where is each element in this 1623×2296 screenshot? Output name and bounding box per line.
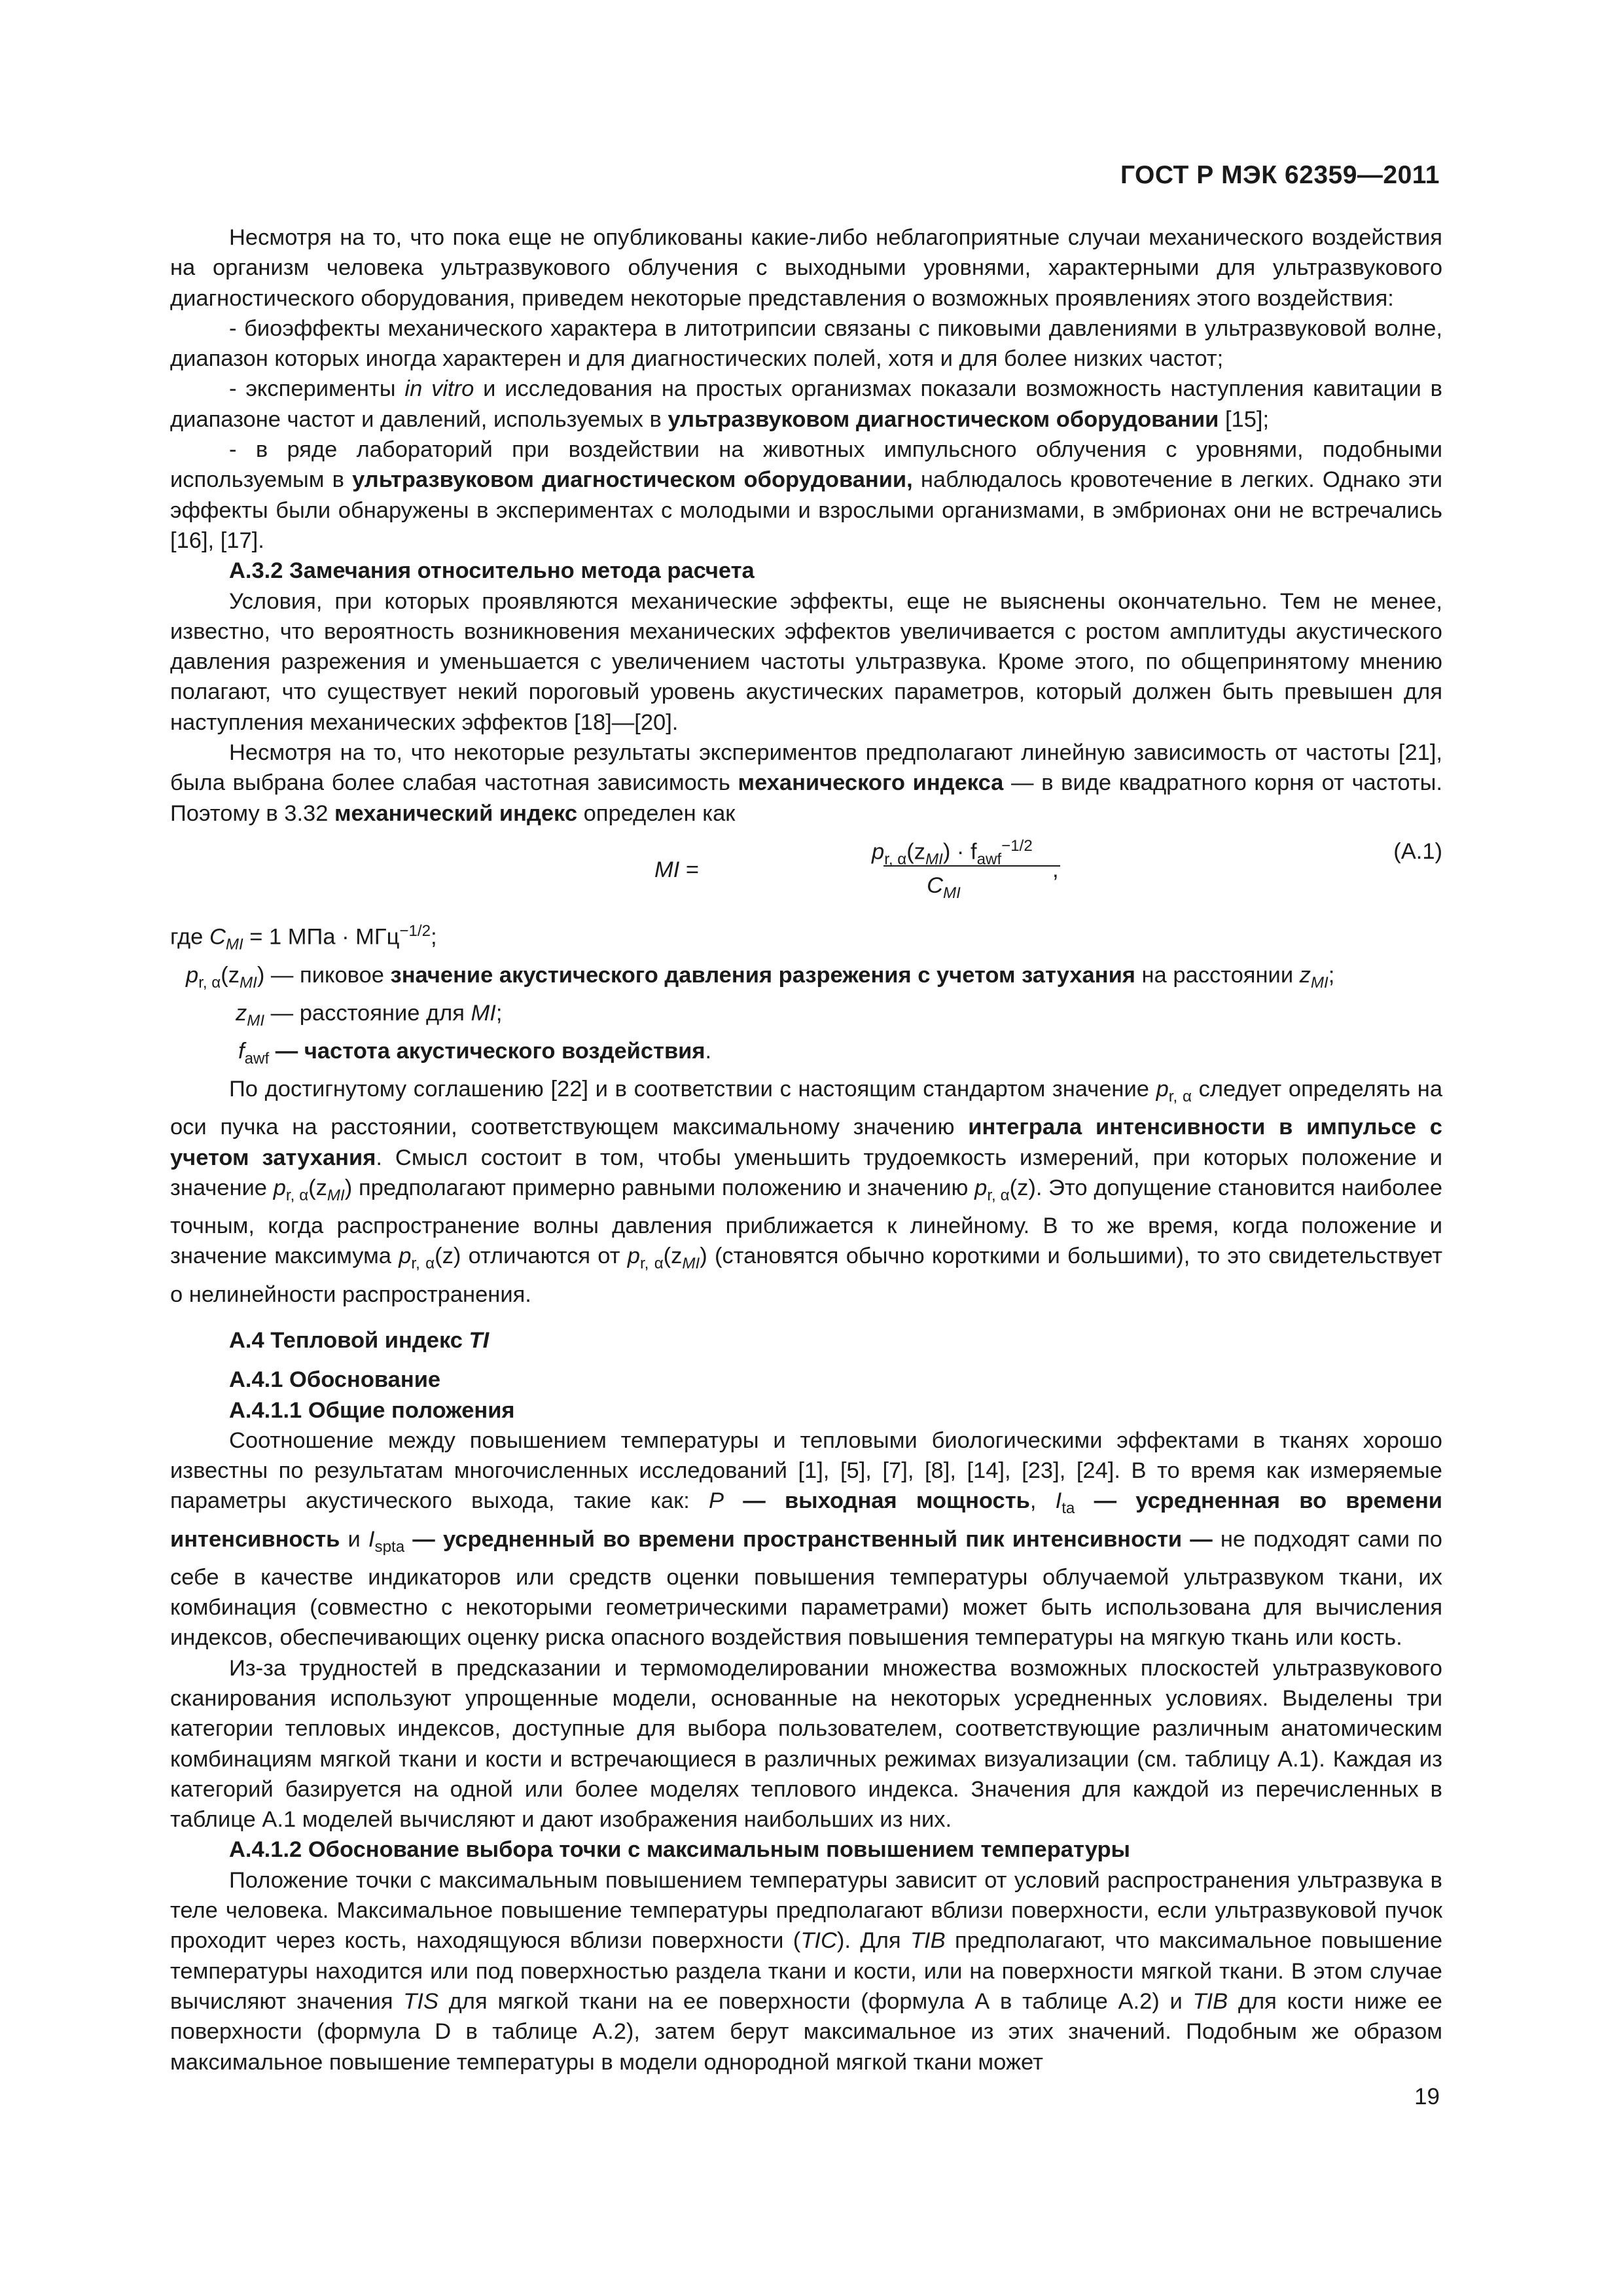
paragraph: Условия, при которых проявляются механические эффекты, еще не выяснены окончательно. Тем не менее, известно, что вероятность возникновения механических эффектов увеличивается с ростом амплитуды акустического давления разрежения и уменьшается с увеличением частоты ультразвука. Кроме этого, по общепринятому мнению полагают, что существует некий пороговый уровень акустических параметров, который должен быть превышен для наступления механических эффектов [18]—[20].: [170, 588, 1442, 735]
definition-item: $z_{MI}$ — расстояние для MI;: [236, 1000, 503, 1030]
formula-numerator: $p_{r, \alpha}(z_{MI}) \cdot f_{awf}^{-1/2}$: [872, 836, 1033, 869]
formula-fraction: [708, 831, 1048, 908]
standard-header: ГОСТ Р МЭК 62359—2011: [1120, 161, 1440, 189]
definition-item: $f_{awf}$ — частота акустического воздействия.: [238, 1039, 712, 1067]
page-number: 19: [1414, 2084, 1440, 2109]
section-heading: А.4.1.2 Обоснование выбора точки с максимальным повышением температуры: [229, 1837, 1130, 1863]
paragraph: - в ряде лабораторий при воздействии на животных импульсного облучения с уровнями, подобными используемым в ультразвуковом диагностическом оборудовании, наблюдалось кровотечение в легких. Однако эти эффекты были обнаружены в экспериментах с молодыми и взрослыми организмами, в эмбрионах они не встречались [16], [17].: [170, 437, 1442, 553]
paragraph: Несмотря на то, что пока еще не опубликованы какие-либо неблагоприятные случаи механического воздействия на организм человека ультразвукового облучения с выходными уровнями, характерными для ультразвукового диагностического оборудования, приведем некоторые представления о возможных проявлениях этого воздействия:: [170, 225, 1442, 311]
definition-item: $p_{r, \alpha}(z_{MI})$ — пиковое значение акустического давления разрежения с учетом затухания на расстоянии $z_{MI}$;: [186, 962, 1335, 992]
section-heading: А.4.1.1 Общие положения: [229, 1397, 515, 1423]
section-heading: А.3.2 Замечания относительно метода расчета: [229, 558, 755, 584]
fraction-bar: [883, 865, 1060, 867]
formula-lhs: MI =: [654, 857, 700, 882]
formula-a1: MI = $p_{r, \alpha}(z_{MI}) \cdot f_{awf}^{-1/2}$ $C_{MI}$ , (А.1): [170, 831, 1442, 912]
paragraph: Соотношение между повышением температуры и тепловыми биологическими эффектами в тканях хорошо известны по результатам многочисленных исследований [1], [5], [7], [8], [14], [23], [24]. В то время как измеряемые параметры акустического выхода, такие как: P — выходная мощность, $I_{ta}$ — усредненная во времени интенсивность и $I_{spta}$ — усредненный во времени пространственный пик интенсивности — не подходят сами по себе в качестве индикаторов или средств оценки повышения температуры облучаемой ультразвуком ткани, их комбинация (совместно с некоторыми геометрическими параметрами) может быть использована для вычисления индексов, обеспечивающих оценку риска опасного воздействия повышения температуры на мягкую ткань или кость.: [170, 1427, 1442, 1651]
paragraph: - эксперименты in vitro и исследования на простых организмах показали возможность наступления кавитации в диапазоне частот и давлений, используемых в ультразвуковом диагностическом оборудовании [15];: [170, 376, 1442, 432]
paragraph: Несмотря на то, что некоторые результаты экспериментов предполагают линейную зависимость от частоты [21], была выбрана более слабая частотная зависимость механического индекса — в виде квадратного корня от частоты. Поэтому в 3.32 механический индекс определен как: [170, 740, 1443, 826]
section-heading: А.4 Тепловой индекс TI: [229, 1327, 490, 1353]
paragraph: Из-за трудностей в предсказании и термомоделировании множества возможных плоскостей ультразвукового сканирования используют упрощенные модели, основанные на некоторых усредненных условиях. Выделены три категории тепловых индексов, доступные для выбора пользователем, соответствующие различным анатомическим комбинациям мягкой ткани и кости и встречающиеся в различных режимах визуализации (см. таблицу А.1). Каждая из категорий базируется на одной или более моделях теплового индекса. Значения для каждой из перечисленных в таблице А.1 моделей вычисляют и дают изображения наибольших из них.: [170, 1655, 1442, 1833]
paragraph: Положение точки с максимальным повышением температуры зависит от условий распространения ультразвука в теле человека. Максимальное повышение температуры предполагают вблизи поверхности, если ультразвуковой пучок проходит через кость, находящуюся вблизи поверхности (TIC). Для TIB предполагают, что максимальное повышение температуры находится или под поверхностью раздела ткани и кости, или на поверхности мягкой ткани. В этом случае вычисляют значения TIS для мягкой ткани на ее поверхности (формула А в таблице А.2) и TIB для кости ниже ее поверхности (формула D в таблице А.2), затем берут максимальное из этих значений. Подобным же образом максимальное повышение температуры в модели однородной мягкой ткани может: [170, 1867, 1443, 2075]
paragraph: По достигнутому соглашению [22] и в соответствии с настоящим стандартом значение $p_{r, \alpha}$ следует определять на оси пучка на расстоянии, соответствующем максимальному значению интеграла интенсивности в импульсе с учетом затухания. Смысл состоит в том, чтобы уменьшить трудоемкость измерений, при которых положение и значение $p_{r, \alpha}(z_{MI})$ предполагают примерно равными положению и значению $p_{r, \alpha}(z)$. Это допущение становится наиболее точным, когда распространение волны давления приближается к линейному. В то же время, когда положение и значение максимума $p_{r, \alpha}(z)$ отличаются от $p_{r, \alpha}(z_{MI})$ (становятся обычно короткими и большими), то это свидетельствует о нелинейности распространения.: [170, 1077, 1443, 1307]
section-heading: А.4.1 Обоснование: [229, 1367, 441, 1393]
paragraph: - биоэффекты механического характера в литотрипсии связаны с пиковыми давлениями в ультразвуковой волне, диапазон которых иногда характерен и для диагностических полей, хотя и для более низких частот;: [170, 315, 1442, 372]
formula-number: (А.1): [1393, 838, 1442, 864]
formula-denominator: $C_{MI}$: [927, 872, 961, 902]
page-content: [170, 223, 1442, 2077]
definition-item: где $C_{MI} = 1$ МПа · МГц$^{-1/2}$;: [170, 922, 437, 954]
formula-definitions: [170, 916, 1442, 1074]
